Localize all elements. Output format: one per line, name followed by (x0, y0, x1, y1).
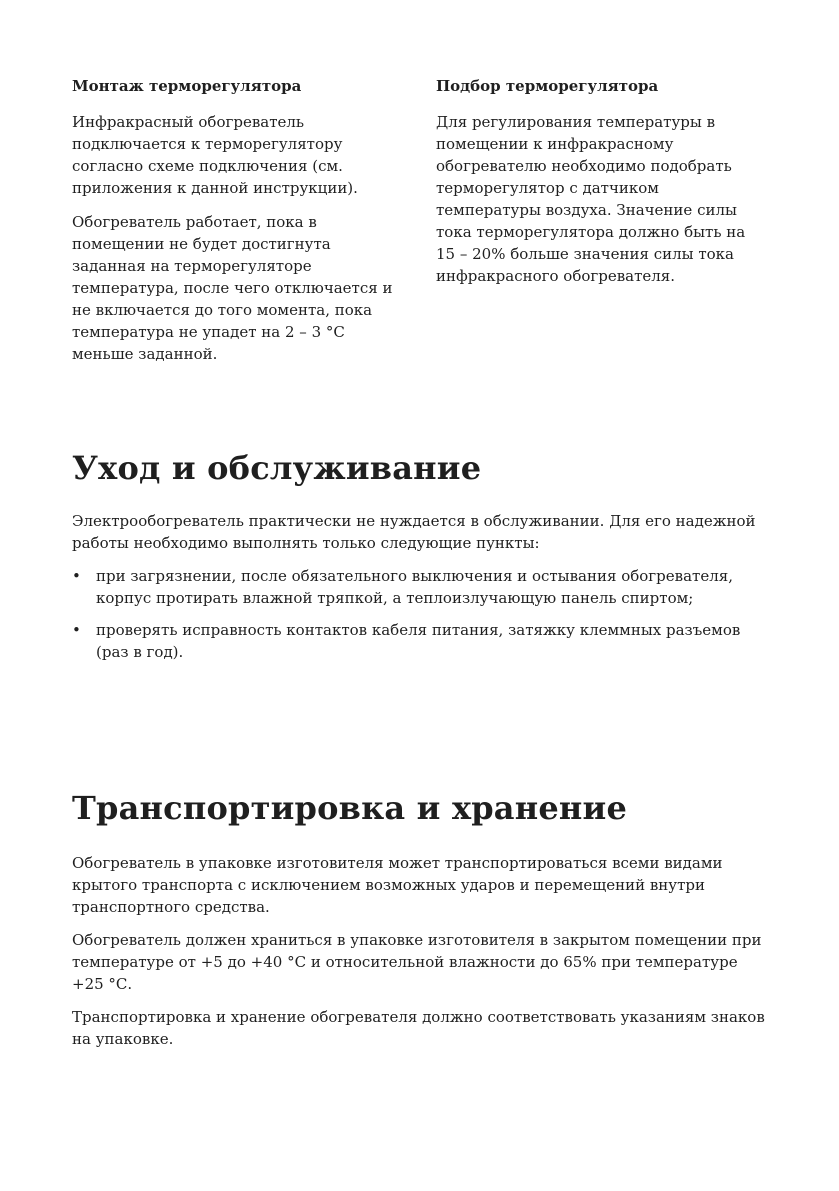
care-title: Уход и обслуживание (72, 449, 482, 487)
care-list (72, 565, 772, 663)
transport-paragraph-2: Обогреватель должен храниться в упаковке изготовителя в закрытом помещении при температуре от +5 до +40 °С и относительной влажности до 65% при температуре +25 °С. (72, 931, 762, 993)
transport-title: Транспортировка и хранение (72, 789, 628, 827)
transport-section (72, 788, 772, 1061)
transport-paragraph-1: Обогреватель в упаковке изготовителя может транспортироваться всеми видами крытого транспорта с исключением возможных ударов и перемещений внутри транспортного средства. (72, 854, 723, 916)
mounting-paragraph-1: Инфракрасный обогреватель подключается к терморегулятору согласно схеме подключения (см. приложения к данной инструкции). (72, 113, 358, 197)
selection-section (436, 76, 766, 299)
care-section (72, 448, 772, 673)
mounting-title: Монтаж терморегулятора (72, 77, 302, 95)
mounting-section (72, 76, 402, 377)
mounting-paragraph-2: Обогреватель работает, пока в помещении не будет достигнута заданная на терморегуляторе температура, после чего отключается и не включается до того момента, пока температура не упадет на 2 – 3 °С меньше заданной. (72, 213, 393, 363)
care-list-item: • при загрязнении, после обязательного выключения и остывания обогревателя, корпус протирать влажной тряпкой, а теплоизлучающую панель спиртом; (72, 565, 772, 609)
care-intro: Электрообогреватель практически не нуждается в обслуживании. Для его надежной работы необходимо выполнять только следующие пункты: (72, 512, 756, 552)
transport-paragraph-3: Транспортировка и хранение обогревателя должно соответствовать указаниям знаков на упаковке. (72, 1008, 765, 1048)
selection-paragraph-1: Для регулирования температуры в помещении к инфракрасному обогревателю необходимо подобрать терморегулятор с датчиком температуры воздуха. Значение силы тока терморегулятора должно быть на 15 – 20% больше значения силы тока инфракрасного обогревателя. (436, 113, 746, 285)
care-list-item: • проверять исправность контактов кабеля питания, затяжку клеммных разъемов (раз в год). (72, 619, 772, 663)
selection-title: Подбор терморегулятора (436, 77, 659, 95)
